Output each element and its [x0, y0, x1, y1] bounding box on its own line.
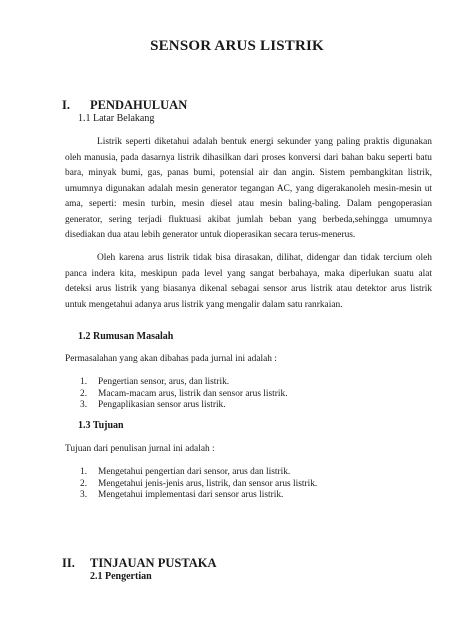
list-item-text: Macam-macam arus, listrik dan sensor arus listrik.	[98, 388, 288, 399]
tujuan-intro: Tujuan dari penulisan jurnal ini adalah :	[65, 444, 215, 454]
section-heading-tinjauan-pustaka	[62, 556, 302, 572]
document-title: SENSOR ARUS LISTRIK	[150, 38, 324, 54]
list-marker: 2.	[80, 388, 88, 399]
rumusan-intro: Permasalahan yang akan dibahas pada jurnal ini adalah :	[65, 354, 277, 364]
section-title: TINJAUAN PUSTAKA	[90, 556, 217, 570]
list-item	[80, 389, 288, 401]
list-marker: 3.	[80, 400, 88, 410]
list-item	[80, 400, 288, 412]
list-item-text: Pengaplikasian sensor arus listrik.	[98, 400, 226, 410]
list-item-text: Mengetahui implementasi dari sensor arus listrik.	[98, 490, 284, 500]
section-number: II.	[62, 556, 75, 570]
paragraph-1	[65, 135, 432, 244]
section-number: I.	[62, 98, 70, 112]
subsection-heading-pengertian: 2.1 Pengertian	[90, 571, 152, 582]
list-item-text: Pengertian sensor, arus, dan listrik.	[98, 377, 230, 387]
list-item	[80, 490, 317, 502]
tujuan-list	[80, 467, 317, 502]
section-title: PENDAHULUAN	[90, 98, 188, 112]
list-marker: 1.	[80, 467, 88, 477]
list-item	[80, 479, 317, 491]
list-marker: 1.	[80, 377, 88, 387]
paragraph-2	[65, 251, 432, 313]
paragraph-text: Listrik seperti diketahui adalah bentuk energi sekunder yang paling praktis digunakan oleh manusia, pada dasarnya listrik dihasilkan dari proses konversi dari bahan baku seperti batu bara, minyak bumi, gas, panas bumi, potensial air dan angin. Sistem pembangkitan listrik, umumnya digunakan adalah mesin generator tegangan AC, yang digerakanoleh mesin-mesin ut ama, seperti: mesin turbin, mesin diesel atau mesin baling-baling. Dalam pengoperasian generator, sering terjadi fluktuasi akibat jumlah beban yang berbeda,sehingga umumnya disediakan dua atau lebih generator untuk dioperasikan secara terus-menerus.	[65, 137, 432, 240]
list-marker: 3.	[80, 490, 88, 500]
subsection-heading-rumusan-masalah: 1.2 Rumusan Masalah	[78, 331, 174, 342]
list-item-text: Mengetahui pengertian dari sensor, arus dan listrik.	[98, 467, 291, 477]
list-item	[80, 467, 317, 479]
paragraph-text: Oleh karena arus listrik tidak bisa dirasakan, dilihat, didengar dan tidak tercium oleh panca indera kita, meskipun pada level yang sangat berbahaya, maka diperlukan suatu alat deteksi arus listrik yang biasanya dikenal sebagai sensor arus listrik atau detektor arus listrik untuk mengetahui adanya arus listrik yang mengalir dalam satu ranrkaian.	[65, 253, 432, 310]
subsection-heading-latar-belakang: 1.1 Latar Belakang	[78, 113, 155, 124]
subsection-heading-tujuan: 1.3 Tujuan	[78, 420, 124, 431]
list-marker: 2.	[80, 478, 88, 489]
list-item-text: Mengetahui jenis-jenis arus, listrik, dan sensor arus listrik.	[98, 478, 318, 489]
rumusan-list	[80, 377, 288, 412]
section-heading-pendahuluan	[62, 98, 262, 114]
list-item	[80, 377, 288, 389]
